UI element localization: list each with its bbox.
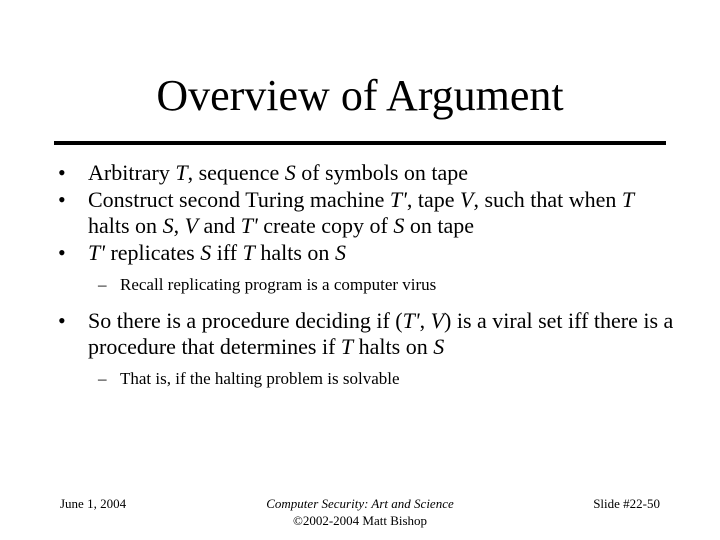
bullet-marker: •: [58, 240, 66, 265]
footer-date: June 1, 2004: [60, 496, 127, 511]
title-rule: [54, 141, 666, 145]
slide-body: [58, 160, 678, 402]
footer-course: [200, 495, 520, 529]
sub-bullet-marker: –: [98, 275, 107, 294]
bullet-marker: •: [58, 187, 66, 212]
course-title: Computer Security: Art and Science: [266, 496, 454, 511]
sub-bullet-halting: – That is, if the halting problem is solvable: [98, 369, 400, 388]
slide-title: Overview of Argument: [156, 71, 564, 120]
slide-number: Slide #22-50: [593, 496, 660, 511]
bullet-construct: • Construct second Turing machine T', tape V, such that when T halts on S, V and T' create copy of S on tape: [58, 187, 635, 238]
sub-bullet-virus: – Recall replicating program is a computer virus: [98, 275, 437, 294]
sub-bullet-marker: –: [98, 369, 107, 388]
bullet-arbitrary: • Arbitrary T, sequence S of symbols on tape: [58, 160, 469, 185]
bullet-marker: •: [58, 308, 66, 333]
bullet-marker: •: [58, 160, 66, 185]
copyright: ©2002-2004 Matt Bishop: [292, 513, 428, 528]
bullet-replicates: • T' replicates S iff T halts on S: [58, 240, 346, 265]
bullet-procedure: • So there is a procedure deciding if (T', V) is a viral set iff there is a procedure that determines if T halts on S: [58, 308, 674, 359]
